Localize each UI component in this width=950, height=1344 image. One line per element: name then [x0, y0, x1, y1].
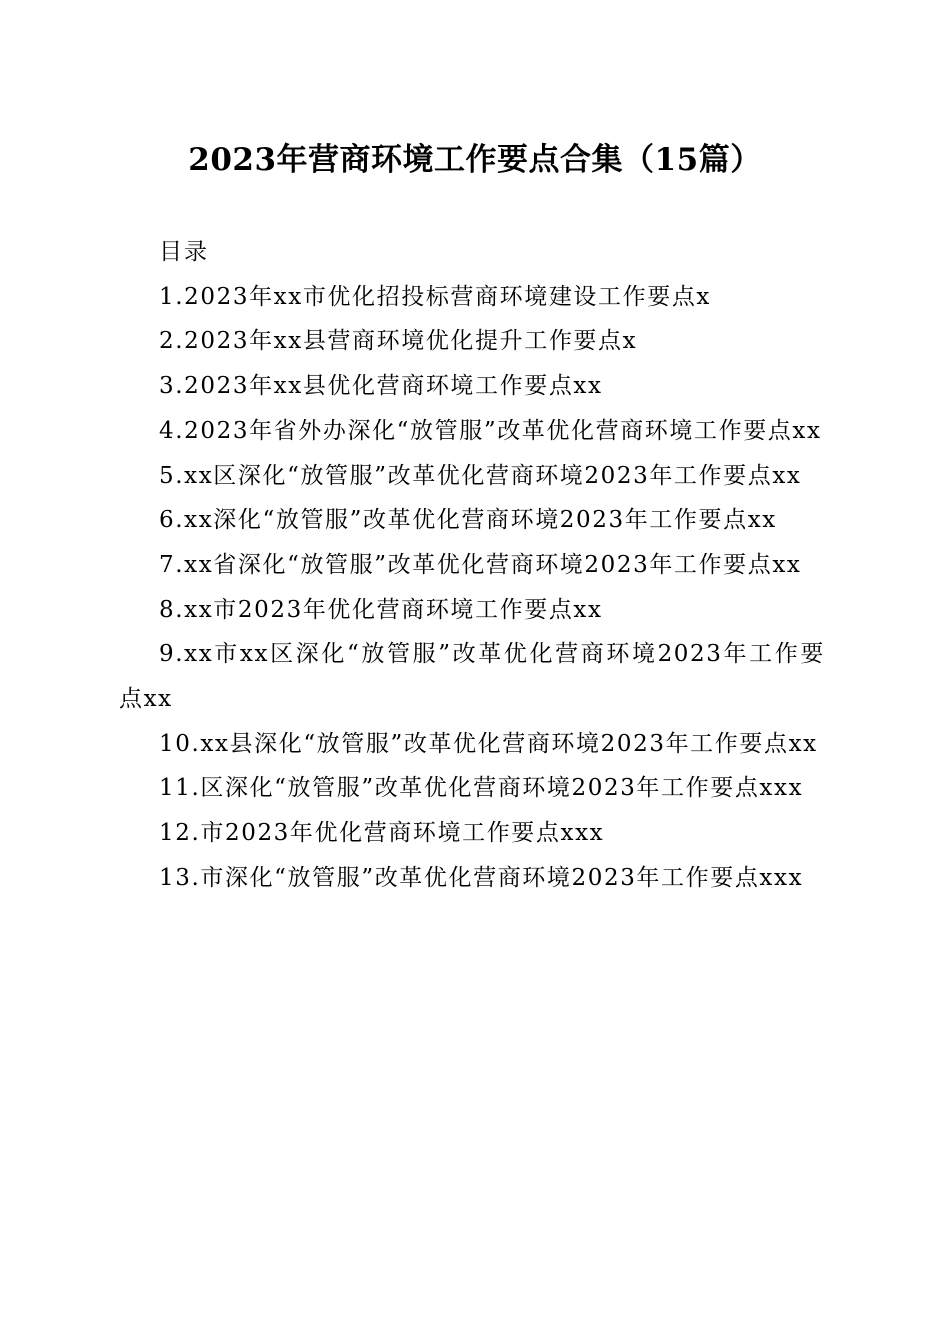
- toc-item: 1.2023年xx市优化招投标营商环境建设工作要点x: [159, 283, 711, 310]
- toc-item: 8.xx市2023年优化营商环境工作要点xx: [159, 596, 603, 623]
- toc-item: 13.市深化“放管服”改革优化营商环境2023年工作要点xxx: [159, 864, 804, 891]
- toc-heading: 目录: [159, 239, 209, 265]
- toc-item: 12.市2023年优化营商环境工作要点xxx: [159, 820, 605, 847]
- toc-item: 4.2023年省外办深化“放管服”改革优化营商环境工作要点xx: [159, 417, 822, 444]
- toc-item: 5.xx区深化“放管服”改革优化营商环境2023年工作要点xx: [159, 462, 802, 489]
- table-of-contents: [119, 230, 825, 901]
- toc-item: 7.xx省深化“放管服”改革优化营商环境2023年工作要点xx: [159, 551, 802, 578]
- toc-item: 11.区深化“放管服”改革优化营商环境2023年工作要点xxx: [159, 775, 804, 802]
- toc-item: 3.2023年xx县优化营商环境工作要点xx: [159, 373, 603, 400]
- toc-item: 10.xx县深化“放管服”改革优化营商环境2023年工作要点xx: [159, 730, 818, 757]
- toc-item: 6.xx深化“放管服”改革优化营商环境2023年工作要点xx: [159, 507, 777, 534]
- toc-list: [119, 275, 825, 901]
- toc-item: 9.xx市xx区深化“放管服”改革优化营商环境2023年工作要点xx: [119, 641, 825, 713]
- toc-item: 2.2023年xx县营商环境优化提升工作要点x: [159, 328, 638, 355]
- document-title: 2023年营商环境工作要点合集（15篇）: [188, 142, 762, 178]
